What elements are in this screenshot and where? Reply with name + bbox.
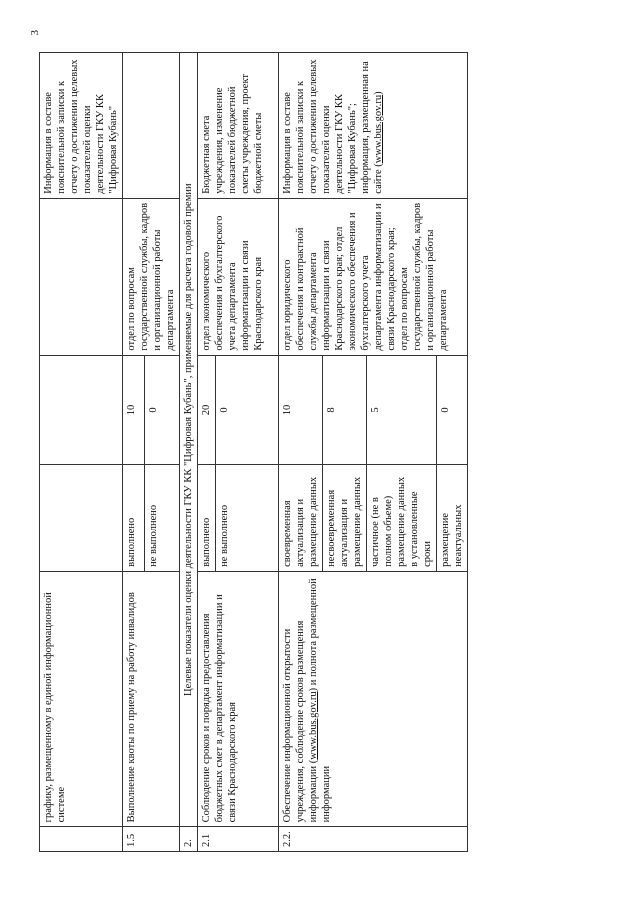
criterion-name: графику, размещенному в единой информационной системе xyxy=(40,571,123,827)
table-row xyxy=(279,53,323,852)
criterion-value: не выполнено xyxy=(216,465,279,571)
criterion-points: 0 xyxy=(216,355,279,465)
rotated-sheet xyxy=(29,30,599,852)
criterion-value: частичное (не в полном объеме) размещение данных в установленные сроки xyxy=(367,465,437,571)
criterion-name-part: ) и полнота размещенной информации xyxy=(308,578,332,823)
info-source-part: Информация в составе пояснительной записки к отчету о достижении целевых показателей оценки деятельности ГКУ КК "Цифровая Кубань"; информация, размещенная на сайте ( xyxy=(282,59,384,194)
responsible-unit: отдел юридического обеспечения и контрактной службы департамента информатизации и связи Краснодарского края; отдел экономического обеспечения и бухгалтерского учета департамента информатизации и связи Краснодарского края; отдел по вопросам государственной службы, кадров и организационной работы департамента xyxy=(279,198,468,355)
info-source xyxy=(123,53,180,199)
section-title: Целевые показатели оценки деятельности ГКУ КК "Цифровая Кубань", применяемые для расчета годовой премии xyxy=(180,53,198,827)
criterion-name xyxy=(279,571,468,827)
criterion-value: несвоевременная актуализация и размещение данных xyxy=(323,465,367,571)
criterion-points: 5 xyxy=(367,355,437,465)
criterion-value: своевременная актуализация и размещение данных xyxy=(279,465,323,571)
criterion-points: 0 xyxy=(437,355,468,465)
page-number: 3 xyxy=(29,30,41,36)
info-source-part: ) xyxy=(373,91,384,95)
criterion-points: 8 xyxy=(323,355,367,465)
row-number: 1.5 xyxy=(123,827,180,852)
criterion-value: размещение неактуальных xyxy=(437,465,468,571)
criterion-value: выполнено xyxy=(123,465,145,571)
row-number: 2.2. xyxy=(279,827,468,852)
info-source: Информация в составе пояснительной записки к отчету о достижении целевых показателей оценки деятельности ГКУ КК "Цифровая Кубань" xyxy=(40,53,123,199)
table-row xyxy=(40,53,123,852)
section-number: 2. xyxy=(180,827,198,852)
row-number: 2.1 xyxy=(198,827,279,852)
criterion-points: 0 xyxy=(145,355,180,465)
criterion-name: Соблюдение сроков и порядка предоставления бюджетных смет в департамент информатизации и связи Краснодарского края xyxy=(198,571,279,827)
info-source: Бюджетная смета учреждения, изменение показателей бюджетной сметы учреждения, проект бюджетной сметы xyxy=(198,53,279,199)
criterion-name: Выполнение квоты по приему на работу инвалидов xyxy=(123,571,180,827)
table-row xyxy=(123,53,145,852)
criterion-points xyxy=(40,355,123,465)
criterion-points: 10 xyxy=(123,355,145,465)
table-row xyxy=(198,53,216,852)
responsible-unit: отдел экономического обеспечения и бухгалтерского учета департамента информатизации и связи Краснодарского края xyxy=(198,198,279,355)
criterion-value: не выполнено xyxy=(145,465,180,571)
criterion-value: выполнено xyxy=(198,465,216,571)
row-number xyxy=(40,827,123,852)
criterion-points: 10 xyxy=(279,355,323,465)
section-header-row xyxy=(180,53,198,852)
site-link[interactable]: www.bus.gov.ru xyxy=(308,691,319,760)
criterion-name-part: Обеспечение информационной открытости учреждения, соблюдение сроков размещения информации ( xyxy=(282,620,319,823)
responsible-unit: отдел по вопросам государственной службы, кадров и организационной работы департамента xyxy=(123,198,180,355)
criterion-points: 20 xyxy=(198,355,216,465)
criterion-value xyxy=(40,465,123,571)
criteria-table xyxy=(39,52,468,852)
responsible-unit xyxy=(40,198,123,355)
info-source xyxy=(279,53,468,199)
site-link[interactable]: www.bus.gov.ru xyxy=(373,94,384,164)
